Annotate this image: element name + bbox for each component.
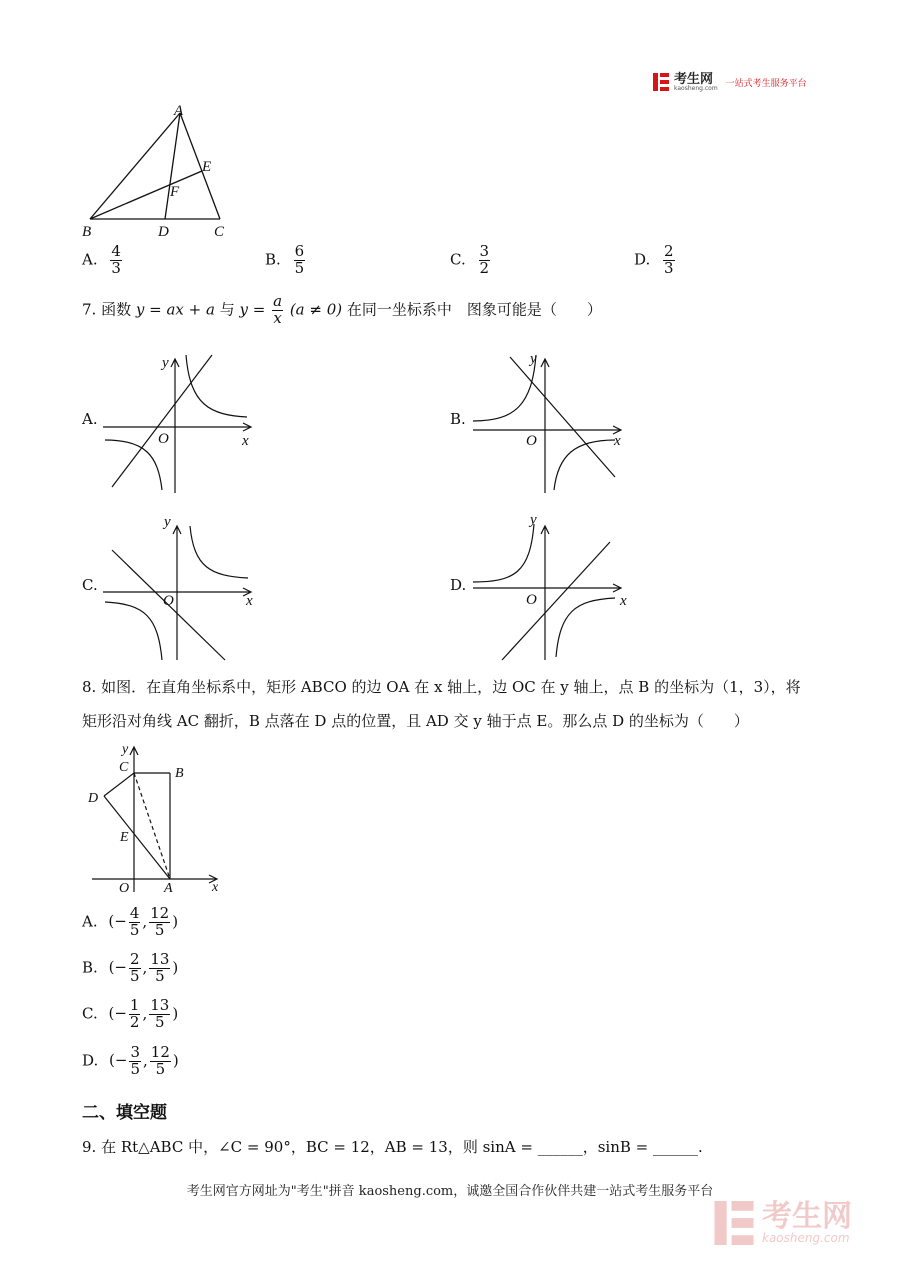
hyperbola-branch-1 xyxy=(473,355,536,421)
hyperbola-branch-2 xyxy=(105,602,162,660)
diagonal-ca xyxy=(134,773,170,879)
option-denominator-1: 5 xyxy=(130,966,140,985)
side-ac xyxy=(180,113,220,219)
q7-formula-2-condition: (a ≠ 0) xyxy=(289,300,343,319)
q7-graph-a xyxy=(100,345,265,495)
origin-label: O xyxy=(158,431,169,447)
page-footer: 考生网官方网址为"考生"拼音 kaosheng.com，诚邀全国合作伙伴共建一站式考生服务平台 xyxy=(186,1184,714,1199)
q7-formula-2-denominator: x xyxy=(273,308,282,327)
q8-rectangle-figure xyxy=(86,740,226,895)
hyperbola-branch-1 xyxy=(473,524,534,582)
option-numerator: 6 xyxy=(294,242,305,260)
option-label: C. xyxy=(82,1004,98,1023)
q8-option-d[interactable]: D. (− $\frac{3}{5}$ , $\frac{12}{5}$ ) xyxy=(82,1043,179,1078)
q7-graph-c-label[interactable]: C. xyxy=(82,576,98,594)
label-d: D xyxy=(158,224,169,240)
logo-name: 考生网 xyxy=(674,71,714,87)
option-denominator-2: 5 xyxy=(155,1059,166,1078)
option-label: B. xyxy=(82,958,98,977)
y-axis-label: y xyxy=(530,351,537,367)
q8-option-a[interactable]: A. (− $\frac{4}{5}$ , $\frac{12}{5}$ ) xyxy=(82,904,179,939)
watermark-domain: kaosheng.com xyxy=(762,1231,850,1245)
option-denominator-1: 5 xyxy=(129,920,140,939)
option-denominator-2: 5 xyxy=(155,1012,165,1031)
option-denominator: 5 xyxy=(294,258,305,277)
option-denominator-1: 2 xyxy=(129,1012,140,1031)
q7-formula-1: y = ax + a xyxy=(135,300,215,319)
option-numerator-2: 12 xyxy=(150,904,170,922)
label-o: O xyxy=(119,881,130,895)
origin-label: O xyxy=(163,593,174,609)
label-e: E xyxy=(202,159,212,175)
q7-graph-a-label[interactable]: A. xyxy=(82,410,98,428)
option-denominator: 3 xyxy=(664,258,674,277)
logo-domain: kaosheng.com xyxy=(674,84,718,92)
hyperbola-branch-1 xyxy=(190,526,248,578)
label-a: A xyxy=(164,881,173,895)
watermark xyxy=(712,1198,852,1248)
q7-text-2: 与 xyxy=(219,300,235,319)
segment-da xyxy=(104,796,170,879)
question-number: 7. xyxy=(82,300,97,319)
q7-formula-2-lhs: y = xyxy=(239,300,266,319)
label-b: B xyxy=(82,224,92,240)
hyperbola-branch-2 xyxy=(556,598,615,657)
x-axis-label: x xyxy=(620,593,627,609)
origin-label: O xyxy=(526,592,537,608)
header-logo xyxy=(652,72,807,92)
hyperbola-branch-2 xyxy=(105,440,162,490)
segment-be xyxy=(90,171,202,219)
q7-formula-2-numerator: a xyxy=(273,292,283,310)
option-label: B. xyxy=(265,250,281,269)
option-close: ) xyxy=(172,958,179,977)
label-e: E xyxy=(120,830,129,845)
option-numerator-1: 3 xyxy=(130,1043,141,1061)
segment-cd xyxy=(104,773,134,796)
option-numerator-2: 13 xyxy=(150,950,170,968)
q8-stem-line-2: 矩形沿对角线 AC 翻折，B 点落在 D 点的位置，且 AD 交 y 轴于点 E。那么点 D 的坐标为（ ） xyxy=(82,712,749,730)
hyperbola-branch-2 xyxy=(554,440,615,490)
x-axis-label: x xyxy=(212,880,219,895)
q6-option-c[interactable] xyxy=(450,244,492,277)
q7-graph-d-label[interactable]: D. xyxy=(450,576,467,594)
label-c: C xyxy=(214,224,225,240)
option-label: A. xyxy=(82,250,98,269)
option-numerator-2: 13 xyxy=(150,996,170,1014)
option-numerator: 2 xyxy=(664,242,674,260)
option-label: D. xyxy=(634,250,651,269)
option-label: C. xyxy=(450,250,466,269)
option-denominator: 2 xyxy=(479,258,490,277)
option-numerator-1: 2 xyxy=(130,950,140,968)
q8-option-c[interactable]: C. (− $\frac{1}{2}$ , $\frac{13}{5}$ ) xyxy=(82,996,179,1031)
y-axis-label: y xyxy=(530,512,537,528)
x-axis-label: x xyxy=(242,433,249,449)
x-axis-label: x xyxy=(614,433,621,449)
label-d: D xyxy=(88,791,99,806)
option-numerator: 3 xyxy=(479,242,490,260)
x-axis-label: x xyxy=(246,593,253,609)
q8-stem-line-1: 8. 如图．在直角坐标系中，矩形 ABCO 的边 OA 在 x 轴上，边 OC 在 y 轴上，点 B 的坐标为（1，3），将 xyxy=(82,678,801,696)
label-b: B xyxy=(175,766,184,781)
y-axis-label: y xyxy=(122,742,129,757)
q7-text-3: 在同一坐标系中 图象可能是（ ） xyxy=(346,300,602,319)
option-close: ) xyxy=(172,1004,179,1023)
option-label: D. xyxy=(82,1051,99,1070)
hyperbola-branch-1 xyxy=(186,355,247,417)
line-curve xyxy=(510,357,615,477)
option-label: A. xyxy=(82,912,98,931)
option-denominator-2: 5 xyxy=(154,920,165,939)
option-denominator-1: 5 xyxy=(130,1059,141,1078)
q7-graph-d xyxy=(470,512,635,662)
side-ab xyxy=(90,113,180,219)
q7-graph-b xyxy=(470,345,635,495)
option-close: ) xyxy=(172,1051,179,1070)
q6-option-b[interactable] xyxy=(265,244,307,277)
option-numerator-1: 1 xyxy=(129,996,140,1014)
option-numerator-2: 12 xyxy=(150,1043,170,1061)
kaosheng-watermark-icon xyxy=(712,1198,756,1248)
option-open: (− xyxy=(108,912,127,931)
line-curve xyxy=(112,355,212,487)
kaosheng-logo-icon xyxy=(652,72,670,92)
logo-slogan: 一站式考生服务平台 xyxy=(725,78,807,89)
y-axis-label: y xyxy=(164,514,171,530)
y-axis-label: y xyxy=(162,355,169,371)
label-f: F xyxy=(170,184,180,200)
q6-option-a[interactable] xyxy=(82,244,124,277)
origin-label: O xyxy=(526,433,537,449)
q7-text-1: 函数 xyxy=(101,300,132,319)
option-denominator-2: 5 xyxy=(155,966,165,985)
label-a: A xyxy=(174,103,184,119)
option-denominator: 3 xyxy=(111,258,121,277)
section-title: 二、填空题 xyxy=(82,1103,167,1123)
q6-triangle-figure xyxy=(78,100,238,242)
q7-graph-c xyxy=(100,512,265,662)
option-numerator-1: 4 xyxy=(129,904,140,922)
q8-option-b[interactable]: B. (− $\frac{2}{5}$ , $\frac{13}{5}$ ) xyxy=(82,950,179,985)
watermark-name: 考生网 xyxy=(762,1199,852,1234)
option-close: ) xyxy=(172,912,179,931)
option-open: (− xyxy=(108,958,127,977)
q9-stem: 9. 在 Rt△ABC 中，∠C = 90°，BC = 12，AB = 13，则 sinA = ______，sinB = ______. xyxy=(82,1138,703,1156)
option-numerator: 4 xyxy=(111,242,121,260)
option-open: (− xyxy=(108,1004,127,1023)
option-open: (− xyxy=(109,1051,128,1070)
q6-option-d[interactable] xyxy=(634,244,677,277)
q7-graph-b-label[interactable]: B. xyxy=(450,410,466,428)
q7-stem xyxy=(82,294,602,327)
label-c: C xyxy=(119,760,129,775)
